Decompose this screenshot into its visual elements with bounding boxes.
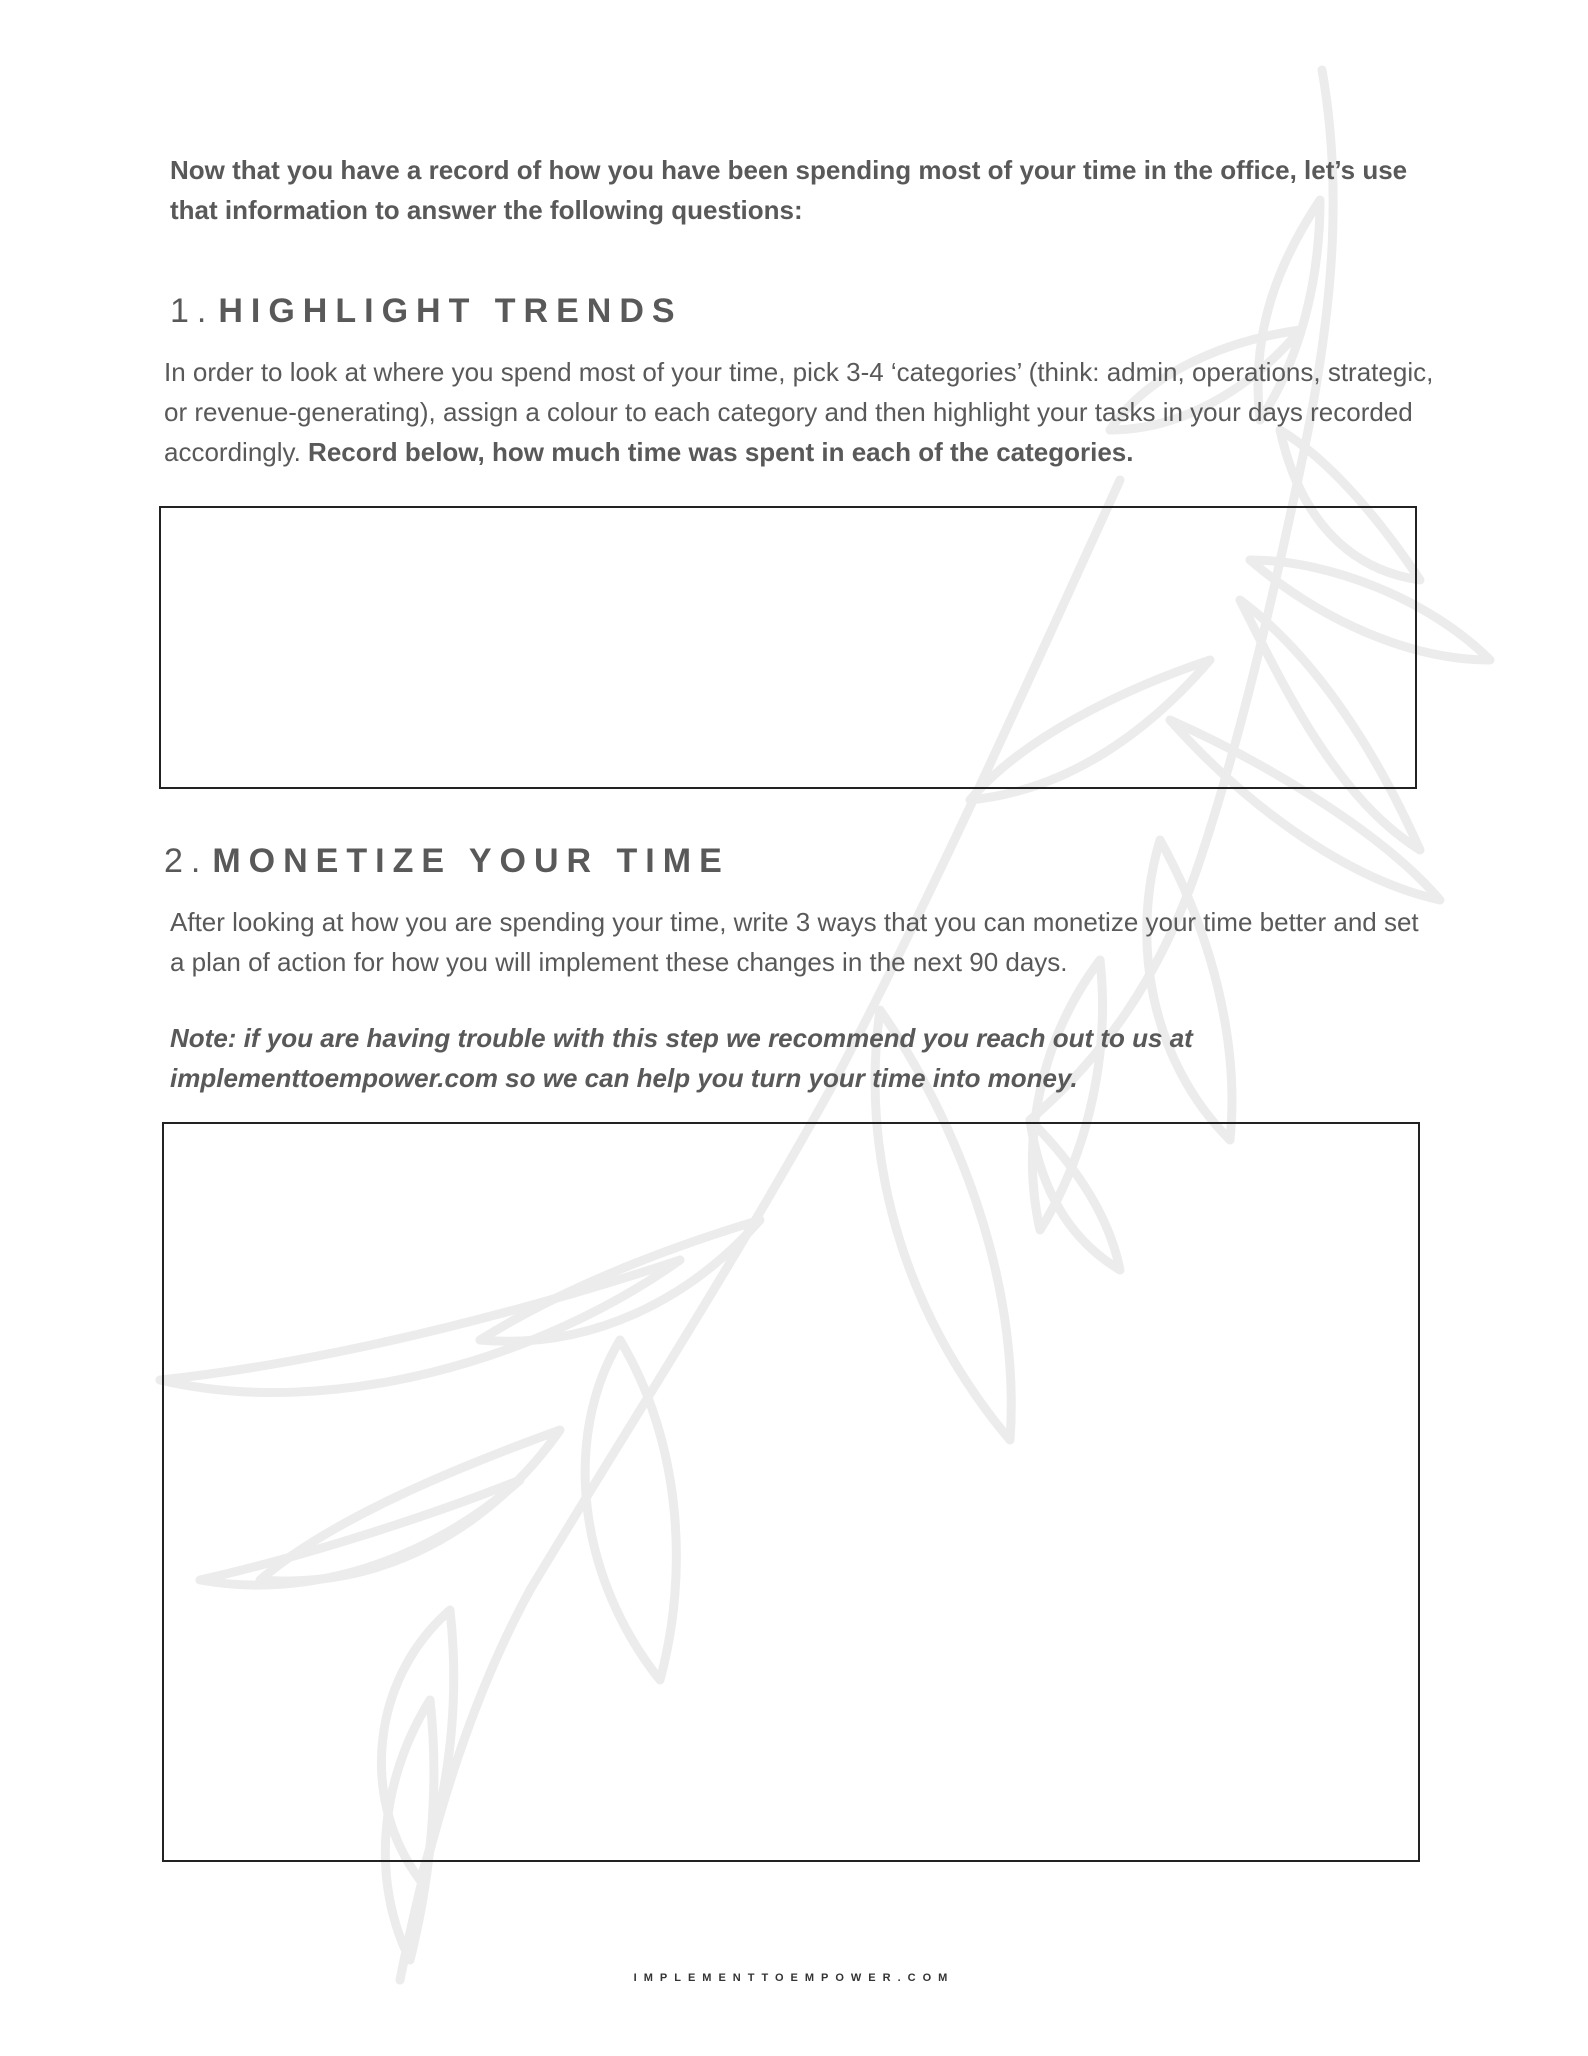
section1-body: In order to look at where you spend most of your time, pick 3-4 ‘categories’ (think: admin, operations, strategic, or revenue-generating), assign a colour to each category and then highlight your tasks in your days recorded accordingly. [164,357,1434,467]
intro-text: Now that you have a record of how you have been spending most of your time in the office, let’s use that information to answer the following questions: [170,155,1408,225]
section1-title: HIGHLIGHT TRENDS [218,292,683,330]
footer-website: IMPLEMENTTOEMPOWER.COM [633,1972,955,1984]
section1-body-bold: Record below, how much time was spent in each of the categories. [308,437,1134,467]
section1-heading [170,292,683,331]
section2-title: MONETIZE YOUR TIME [212,842,730,880]
section2-answer-box[interactable] [162,1122,1420,1862]
section1-instructions [164,352,1434,472]
section2-number: 2. [164,842,209,880]
section2-body: After looking at how you are spending your time, write 3 ways that you can monetize your time better and set a plan of action for how you will implement these changes in the next 90 days. [170,907,1419,977]
section1-answer-box[interactable] [159,506,1417,789]
section2-note: Note: if you are having trouble with this step we recommend you reach out to us at implementtoempower.com so we can help you turn your time into money. [170,1023,1193,1093]
section1-number: 1. [170,292,215,330]
section2-heading [164,842,730,881]
